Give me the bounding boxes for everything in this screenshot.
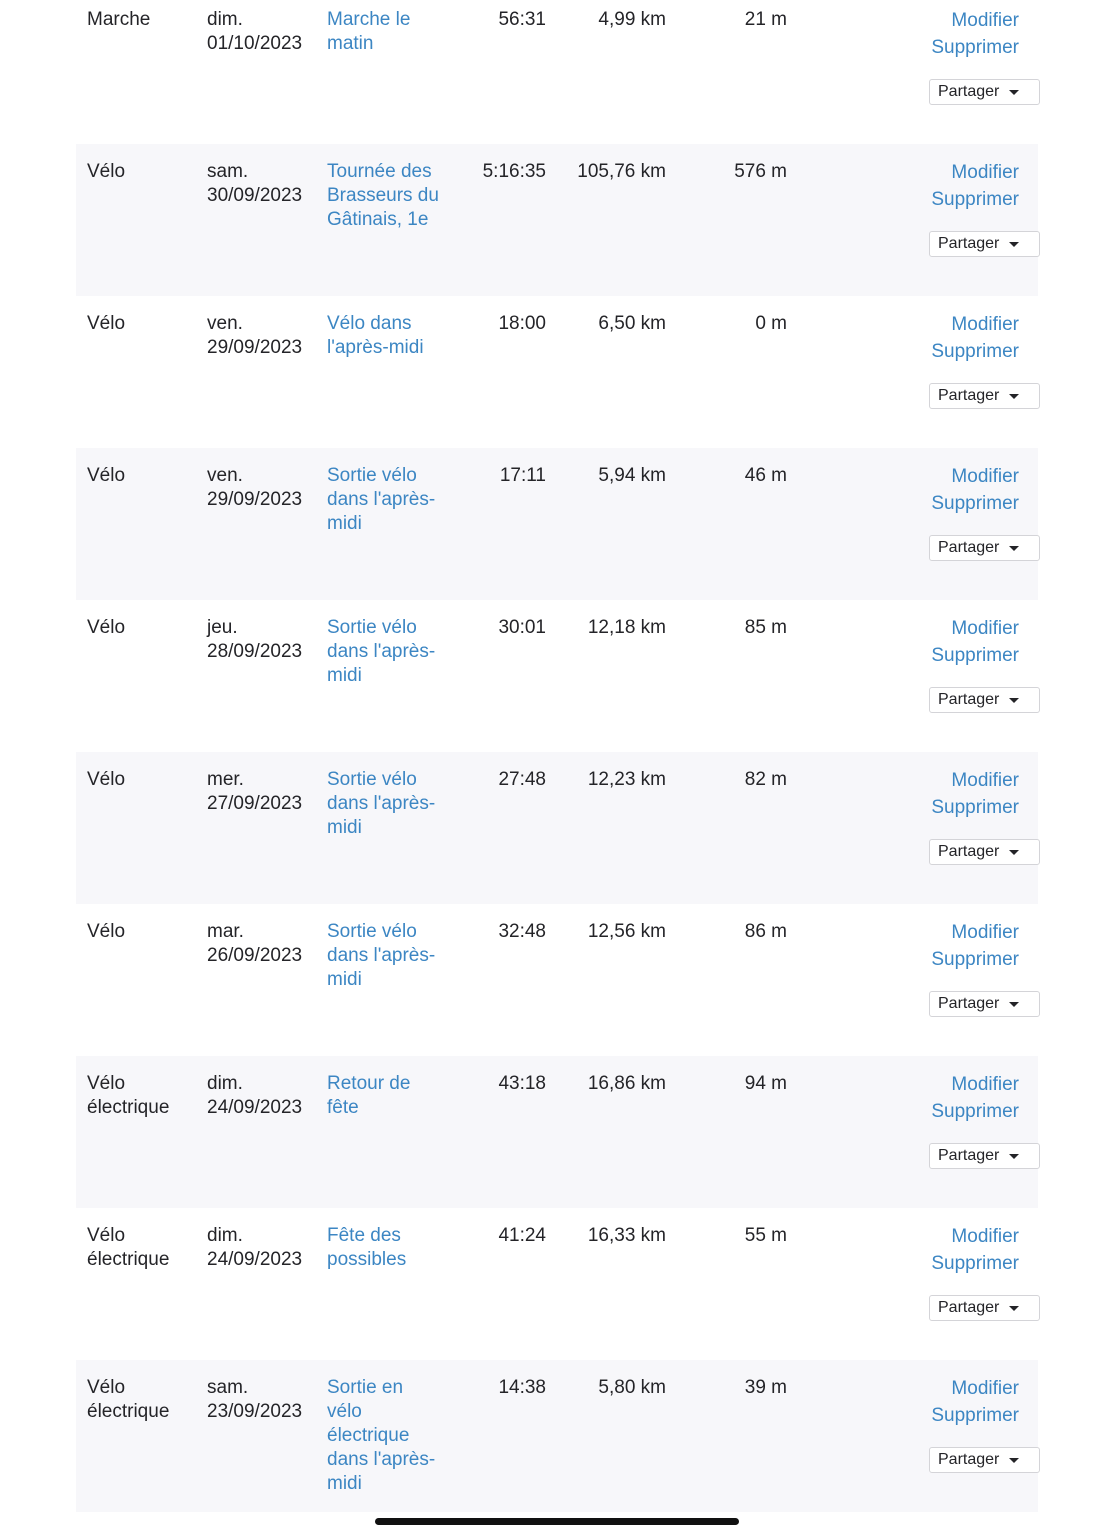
- sport-cell: Marche: [87, 9, 151, 30]
- distance-cell: 4,99 km: [598, 9, 666, 30]
- sport-cell: Vélo électrique: [87, 1073, 170, 1118]
- distance-cell: 16,86 km: [587, 1073, 666, 1094]
- share-dropdown[interactable]: [929, 383, 1040, 409]
- activity-row: [76, 448, 1038, 600]
- row-actions: [916, 768, 1046, 888]
- delete-link[interactable]: Supprimer: [931, 949, 1019, 970]
- share-label: Partager: [938, 387, 1000, 404]
- share-dropdown[interactable]: [929, 231, 1040, 257]
- row-actions: [916, 8, 1046, 128]
- caret-down-icon: [1009, 90, 1019, 95]
- date-cell: dim. 01/10/2023: [207, 9, 303, 54]
- share-label: Partager: [938, 235, 1000, 252]
- share-dropdown[interactable]: [929, 687, 1040, 713]
- distance-cell: 16,33 km: [587, 1225, 666, 1246]
- caret-down-icon: [1009, 698, 1019, 703]
- moving-time-cell: 17:11: [499, 465, 546, 486]
- edit-link[interactable]: Modifier: [951, 162, 1019, 183]
- sport-cell: Vélo: [87, 921, 126, 942]
- share-label: Partager: [938, 83, 1000, 100]
- activity-title-link[interactable]: Fête des possibles: [327, 1225, 407, 1270]
- sport-cell: Vélo: [87, 769, 126, 790]
- activity-title-link[interactable]: Sortie vélo dans l'après-midi: [327, 465, 436, 534]
- edit-link[interactable]: Modifier: [951, 618, 1019, 639]
- elevation-cell: 0 m: [755, 313, 787, 334]
- activity-row: [76, 296, 1038, 448]
- caret-down-icon: [1009, 1002, 1019, 1007]
- row-actions: [916, 920, 1046, 1040]
- date-cell: dim. 24/09/2023: [207, 1073, 303, 1118]
- caret-down-icon: [1009, 1154, 1019, 1159]
- delete-link[interactable]: Supprimer: [931, 1405, 1019, 1426]
- elevation-cell: 39 m: [744, 1377, 787, 1398]
- moving-time-cell: 41:24: [498, 1225, 546, 1246]
- caret-down-icon: [1009, 394, 1019, 399]
- delete-link[interactable]: Supprimer: [931, 341, 1019, 362]
- sport-cell: Vélo: [87, 465, 126, 486]
- elevation-cell: 94 m: [744, 1073, 787, 1094]
- share-dropdown[interactable]: [929, 1295, 1040, 1321]
- home-indicator: [375, 1518, 739, 1525]
- moving-time-cell: 56:31: [498, 9, 546, 30]
- activity-row: [76, 752, 1038, 904]
- share-dropdown[interactable]: [929, 79, 1040, 105]
- activity-row: [76, 1208, 1038, 1360]
- share-label: Partager: [938, 539, 1000, 556]
- moving-time-cell: 30:01: [498, 617, 546, 638]
- row-actions: [916, 1376, 1046, 1496]
- sport-cell: Vélo: [87, 161, 126, 182]
- activity-title-link[interactable]: Sortie en vélo électrique dans l'après-midi: [327, 1377, 436, 1494]
- elevation-cell: 85 m: [744, 617, 787, 638]
- delete-link[interactable]: Supprimer: [931, 493, 1019, 514]
- edit-link[interactable]: Modifier: [951, 314, 1019, 335]
- activity-row: [76, 144, 1038, 296]
- elevation-cell: 46 m: [744, 465, 787, 486]
- delete-link[interactable]: Supprimer: [931, 189, 1019, 210]
- date-cell: ven. 29/09/2023: [207, 465, 303, 510]
- share-label: Partager: [938, 1147, 1000, 1164]
- date-cell: jeu. 28/09/2023: [207, 617, 303, 662]
- edit-link[interactable]: Modifier: [951, 1226, 1019, 1247]
- distance-cell: 105,76 km: [577, 161, 666, 182]
- activity-title-link[interactable]: Tournée des Brasseurs du Gâtinais, 1e: [327, 161, 439, 230]
- elevation-cell: 576 m: [734, 161, 787, 182]
- distance-cell: 12,23 km: [587, 769, 666, 790]
- activity-title-link[interactable]: Vélo dans l'après-midi: [327, 313, 424, 358]
- delete-link[interactable]: Supprimer: [931, 1101, 1019, 1122]
- activity-row: [76, 0, 1038, 144]
- activity-title-link[interactable]: Retour de fête: [327, 1073, 411, 1118]
- date-cell: ven. 29/09/2023: [207, 313, 303, 358]
- elevation-cell: 82 m: [744, 769, 787, 790]
- caret-down-icon: [1009, 546, 1019, 551]
- row-actions: [916, 464, 1046, 584]
- delete-link[interactable]: Supprimer: [931, 797, 1019, 818]
- date-cell: dim. 24/09/2023: [207, 1225, 303, 1270]
- elevation-cell: 55 m: [744, 1225, 787, 1246]
- distance-cell: 6,50 km: [598, 313, 666, 334]
- caret-down-icon: [1009, 1458, 1019, 1463]
- share-label: Partager: [938, 843, 1000, 860]
- activity-title-link[interactable]: Sortie vélo dans l'après-midi: [327, 769, 436, 838]
- share-label: Partager: [938, 691, 1000, 708]
- row-actions: [916, 1224, 1046, 1344]
- share-dropdown[interactable]: [929, 1143, 1040, 1169]
- sport-cell: Vélo: [87, 313, 126, 334]
- activity-row: [76, 1056, 1038, 1208]
- date-cell: sam. 23/09/2023: [207, 1377, 303, 1422]
- edit-link[interactable]: Modifier: [951, 1378, 1019, 1399]
- date-cell: mar. 26/09/2023: [207, 921, 303, 966]
- date-cell: mer. 27/09/2023: [207, 769, 303, 814]
- distance-cell: 12,18 km: [587, 617, 666, 638]
- caret-down-icon: [1009, 1306, 1019, 1311]
- share-dropdown[interactable]: [929, 839, 1040, 865]
- share-label: Partager: [938, 995, 1000, 1012]
- share-dropdown[interactable]: [929, 1447, 1040, 1473]
- share-dropdown[interactable]: [929, 535, 1040, 561]
- distance-cell: 12,56 km: [587, 921, 666, 942]
- activity-row: [76, 1360, 1038, 1512]
- distance-cell: 5,80 km: [598, 1377, 666, 1398]
- edit-link[interactable]: Modifier: [951, 922, 1019, 943]
- edit-link[interactable]: Modifier: [951, 1074, 1019, 1095]
- moving-time-cell: 32:48: [498, 921, 546, 942]
- activity-row: [76, 600, 1038, 752]
- share-label: Partager: [938, 1451, 1000, 1468]
- activity-row: [76, 904, 1038, 1056]
- moving-time-cell: 27:48: [498, 769, 546, 790]
- distance-cell: 5,94 km: [598, 465, 666, 486]
- activity-title-link[interactable]: Sortie vélo dans l'après-midi: [327, 617, 436, 686]
- moving-time-cell: 14:38: [498, 1377, 546, 1398]
- moving-time-cell: 43:18: [498, 1073, 546, 1094]
- delete-link[interactable]: Supprimer: [931, 1253, 1019, 1274]
- edit-link[interactable]: Modifier: [951, 10, 1019, 31]
- sport-cell: Vélo: [87, 617, 126, 638]
- moving-time-cell: 5:16:35: [482, 161, 546, 182]
- elevation-cell: 86 m: [744, 921, 787, 942]
- activity-title-link[interactable]: Marche le matin: [327, 9, 411, 54]
- row-actions: [916, 616, 1046, 736]
- row-actions: [916, 160, 1046, 280]
- edit-link[interactable]: Modifier: [951, 770, 1019, 791]
- moving-time-cell: 18:00: [498, 313, 546, 334]
- delete-link[interactable]: Supprimer: [931, 37, 1019, 58]
- caret-down-icon: [1009, 850, 1019, 855]
- share-label: Partager: [938, 1299, 1000, 1316]
- activity-title-link[interactable]: Sortie vélo dans l'après-midi: [327, 921, 436, 990]
- caret-down-icon: [1009, 242, 1019, 247]
- edit-link[interactable]: Modifier: [951, 466, 1019, 487]
- delete-link[interactable]: Supprimer: [931, 645, 1019, 666]
- row-actions: [916, 1072, 1046, 1192]
- share-dropdown[interactable]: [929, 991, 1040, 1017]
- sport-cell: Vélo électrique: [87, 1377, 170, 1422]
- row-actions: [916, 312, 1046, 432]
- date-cell: sam. 30/09/2023: [207, 161, 303, 206]
- sport-cell: Vélo électrique: [87, 1225, 170, 1270]
- elevation-cell: 21 m: [744, 9, 787, 30]
